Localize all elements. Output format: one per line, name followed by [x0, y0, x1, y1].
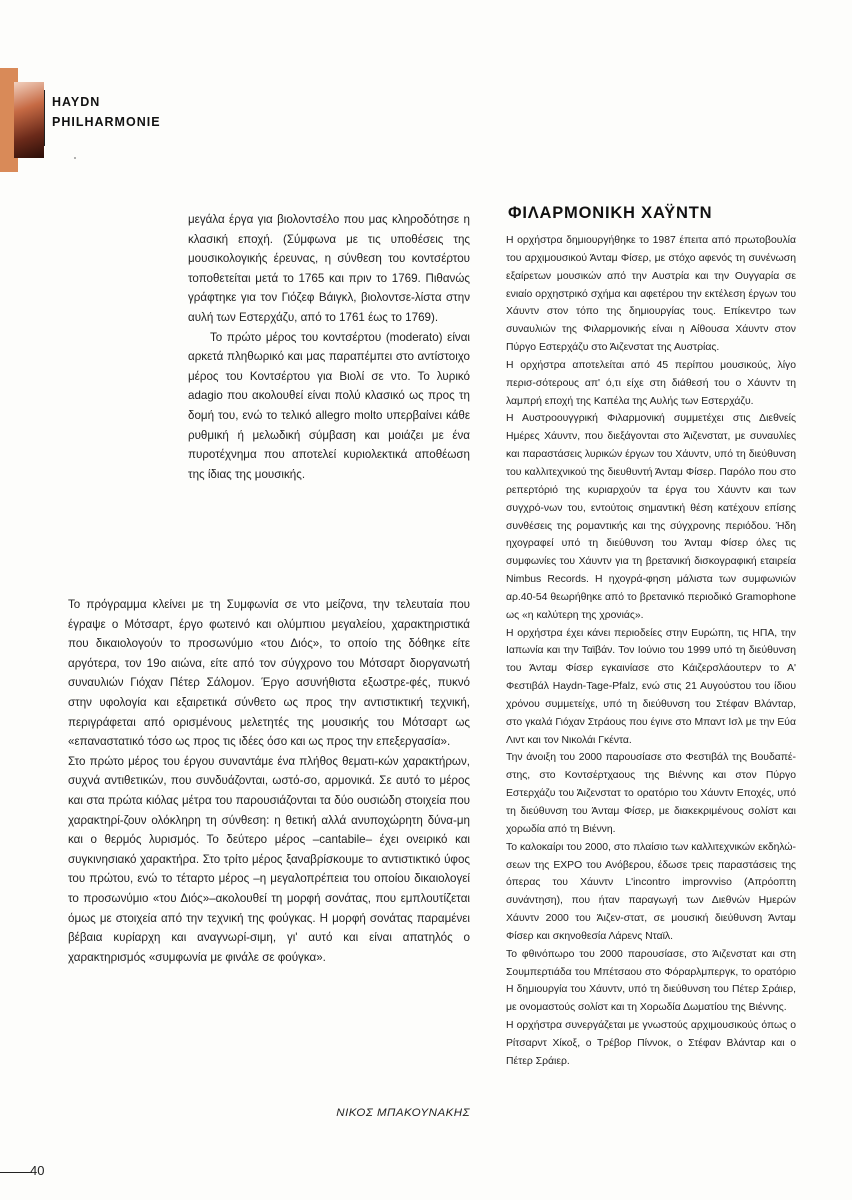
paragraph: Η ορχήστρα έχει κάνει περιοδείες στην Ευρώπη, τις ΗΠΑ, την Ιαπωνία και την Ταϊβάν. Τον Ιούνιο του 1999 υπό τη διεύθυνση του Άνταμ Φίσερ εγκαινίασε στο Κάιζερσλάουτερν το Α' Φεστιβάλ Haydn-Tage-Pfalz, ενώ στις 21 Αυγούστου του ίδιου χρόνου συμμετείχε, υπό τη διεύθυνση του Στέφαν Βλάνταρ, στο γκαλά Γιόχαν Στράους που έγινε στο Μπαντ Ισλ με την Εύα Λιντ και τον Νικολάι Γκέντα. [506, 627, 796, 746]
orchestra-bio-column [506, 232, 796, 1071]
paragraph: Η ορχήστρα αποτελείται από 45 περίπου μουσικούς, λίγο περισ-σότερους απ' ό,τι είχε στη διάθεσή του ο Χάυντν τη λαμπρή εποχή της Καπέλα της Αυλής των Εστερχάζυ. [506, 359, 796, 407]
page-number: 40 [30, 1163, 45, 1178]
paragraph: Στο πρώτο μέρος του έργου συναντάμε ένα πλήθος θεματι-κών χαρακτήρων, συχνά αντιθετικών, που συνδυάζονται, ωστό-σο, αρμονικά. Σε αυτό το μέρος και στα πρώτα κιόλας μέτρα του παρουσιάζονται τα δύο ουσιώδη στοιχεία που χαρακτηρί-ζουν ολόκληρη τη σύνθεση: η θετική αλλά ανυποχώρητη δύνα-μη και ο θερμός λυρισμός. Το δεύτερο μέρος –cantabile– έχει ονειρικό και συγκινησιακό χαρακτήρα. Στο τρίτο μέρος ξαναβρίσκουμε το αντιστικτικό ύφος του πρώτου, ενώ το τέταρτο μέρος –η μεγαλοπρέπεια του οποίου δικαιολογεί το προσωνύμιο «του Διός»–ακολουθεί τη μορφή σονάτας, που εμπλουτίζεται όμως με στοιχεία από την τεχνική της φούγκας. Η μορφή σονάτας παραμένει βέβαια κυρίαρχη και αναγνωρί-σιμη, γι' αυτό και είναι απατηλός ο χαρακτηρισμός «συμφωνία με φινάλε σε φούγκα». [68, 754, 470, 964]
paragraph: Η Αυστροουγγρική Φιλαρμονική συμμετέχει στις Διεθνείς Ημέρες Χάυντν, που διεξάγονται στο Άιζενστατ, με συναυλίες και παραστάσεις λυρικών έργων του Χάυντν, υπό τη διεύθυνση του καλλιτεχνικού της διευθυντή Άνταμ Φίσερ. Παρόλο που στο ρεπερτόριό της κυριαρχούν τα έργα του Χάυντν και των συγχρό-νων του, εντούτοις σημαντική θέση κατέχουν επίσης συνθέσεις της ρομαντικής και της σύγχρονης περιόδου. Ήδη ηχογραφεί υπό τη διεύθυνση του Άνταμ Φίσερ όλες τις συμφωνίες του Χάυντν για τη βρετανική δισκογραφική εταιρεία Nimbus Records. Η ηχογρά-φηση μάλιστα των συμφωνιών αρ.40-54 θεωρήθηκε από το βρετανικό περιοδικό Gramophone ως «η καλύτερη της χρονιάς». [506, 413, 796, 621]
paragraph: Το πρώτο μέρος του κοντσέρτου (moderato) είναι αρκετά πληθωρικό και μας παραπέμπει στο αντίστοιχο μέρος του Κοντσέρτου για Βιολί σε ντο. Το λυρικό adagio που ακολουθεί είναι πολύ κλασικό ως προς τη δομή του, ενώ το τελικό allegro molto υπερβαίνει κάθε ρυθμική ή μελωδική σύμβαση και μοιάζει με ένα πυροτέχνημα που αποτελεί κυριολεκτικά αποθέωση της ίδιας της μουσικής. [188, 330, 470, 481]
article-column-narrow [188, 210, 470, 484]
decorative-dot [74, 157, 76, 159]
brand-logo-text [52, 92, 161, 132]
paragraph: μεγάλα έργα για βιολοντσέλο που μας κληροδότησε η κλασική εποχή. (Σύμφωνα με τις υποθέσεις της μουσικολογικής έρευνας, η σύνθεση του κοντσέρτου τοποθετείται μετά το 1765 και πριν το 1769. Πιθανώς γράφτηκε για τον Γιόζεφ Βάιγκλ, βιολοντσε-λίστα στην αυλή των Εστερχάζυ, από το 1761 έως το 1769). [188, 213, 470, 324]
paragraph: Την άνοιξη του 2000 παρουσίασε στο Φεστιβάλ της Βουδαπέ-στης, στο Κοντσέρτχαους της Βιέννης και στον Πύργο Εστερχάζυ του Άιζενστατ το ορατόριο του Χάυντν Εποχές, υπό τη διεύθυνση του Άνταμ Φίσερ, με διακεκριμένους σολίστ και χορωδία από τη Βιέννη. [506, 752, 796, 835]
author-signature: ΝΙΚΟΣ ΜΠΑΚΟΥΝΑΚΗΣ [336, 1107, 470, 1119]
brand-line-1: HAYDN [52, 95, 101, 109]
article-column-wide [68, 595, 470, 967]
paragraph: Η ορχήστρα συνεργάζεται με γνωστούς αρχιμουσικούς όπως ο Ρίτσαρντ Χίκοξ, ο Τρέβορ Πίννοκ, ο Στέφαν Βλάνταρ και ο Πέτερ Σράιερ. [506, 1020, 796, 1067]
brand-photo-strip [14, 82, 44, 158]
brand-divider [44, 90, 45, 146]
paragraph: Το φθινόπωρο του 2000 παρουσίασε, στο Άιζενστατ και στη Σουμπερτιάδα του Μπέτσαου στο Φόραρλμπεργκ, το ορατόριο Η δημιουργία του Χάυντν, υπό τη διεύθυνση του Πέτερ Σράιερ, με ονομαστούς σολίστ και τη Χορωδία Δωματίου της Βιέννης. [506, 948, 796, 1014]
section-heading: ΦΙΛΑΡΜΟΝΙΚΗ ΧΑΫΝΤΝ [508, 204, 713, 222]
paragraph: Η ορχήστρα δημιουργήθηκε το 1987 έπειτα από πρωτοβουλία του αρχιμουσικού Άνταμ Φίσερ, με στόχο αφενός τη συνένωση εξαίρετων μουσικών από την Αυστρία και την Ουγγαρία σε ενιαίο ορχηστρικό σχήμα και αφετέρου την εκτέλεση έργων του Χάυντν στον τόπο της δημιουργίας τους. Επίκεντρο των συναυλιών της Φιλαρμονικής είναι η Αίθουσα Χάυντν στον Πύργο Εστερχάζυ στο Άιζενστατ της Αυστρίας. [506, 235, 796, 354]
page-number-rule [0, 1172, 32, 1173]
paragraph: Το πρόγραμμα κλείνει με τη Συμφωνία σε ντο μείζονα, την τελευταία που έγραψε ο Μότσαρτ, έργο φωτεινό και ολύμπιου μεγαλείου, χαρακτηριστικά που δικαιολογούν το προσωνύμιο «του Διός», το οποίο της δόθηκε είτε αργότερα, τον 19ο αιώνα, είτε από τον σύγχρονο του Μότσαρτ διοργανωτή συναυλιών Γιόχαν Πέτερ Σάλομον. Έργο ασυνήθιστα εξωστρε-φές, πυκνό στην υφολογία και εξαιρετικά σύνθετο ως προς την αντιστικτική τεχνική, περιγράφεται από ορισμένους μελετητές της μουσικής του Μότσαρτ ως «επαναστατικό τόσο ως προς τις ιδέες όσο και ως προς την επεξεργασία». [68, 598, 470, 749]
paragraph: Το καλοκαίρι του 2000, στο πλαίσιο των καλλιτεχνικών εκδηλώ-σεων της EXPO του Ανόβερου, έδωσε τρεις παραστάσεις της όπερας του Χάυντν L'incontro improvviso (Απρόοπτη συνάντηση), που ήταν παραγωγή των Διεθνών Ημερών Χάυντν 2000 του Άιζεν-στατ, σε μουσική διεύθυνση Άνταμ Φίσερ και σκηνοθεσία Λάρενς Νταϊλ. [506, 841, 796, 942]
brand-line-2: PHILHARMONIE [52, 115, 161, 129]
